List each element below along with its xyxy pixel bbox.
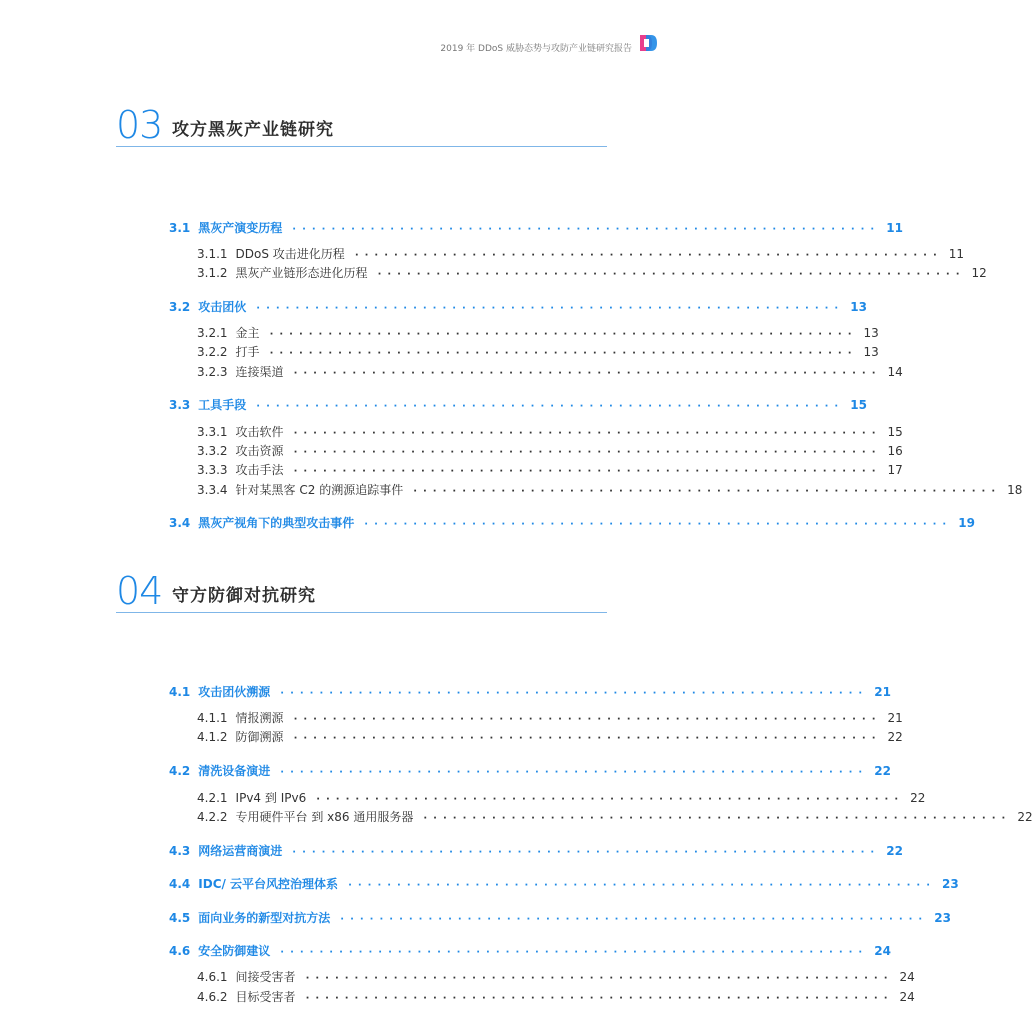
toc-leader-dots: ····························································: [256, 401, 845, 412]
toc-leader-dots: ····························································: [305, 993, 894, 1004]
toc-entry-number: 4.2.2: [197, 810, 228, 824]
toc-page-number: 11: [886, 221, 903, 235]
toc-subentry[interactable]: [197, 988, 915, 1005]
toc-entry-number: 3.2.1: [197, 326, 228, 340]
toc-entry-label: 防御溯源: [235, 730, 284, 744]
toc-entry-label: 打手: [235, 345, 260, 359]
toc-page-number: 16: [887, 444, 903, 458]
toc-entry-number: 3.2.2: [197, 345, 228, 359]
toc-subentry[interactable]: [197, 728, 903, 745]
toc-entry-number: 3.3.3: [197, 463, 228, 477]
toc-page-number: 21: [887, 711, 903, 725]
toc-page-number: 12: [971, 266, 987, 280]
toc-entry-number: 3.1.1: [197, 247, 228, 261]
toc-leader-dots: ····························································: [293, 447, 882, 458]
toc-leader-dots: ····························································: [423, 813, 1012, 824]
toc-page-number: 24: [874, 944, 891, 958]
toc-entry-number: 3.3.2: [197, 444, 228, 458]
toc-page-number: 17: [887, 463, 903, 477]
toc-entry-number: 4.5: [169, 911, 191, 925]
toc-leader-dots: ····························································: [413, 486, 1002, 497]
toc-entry-label: 间接受害者: [235, 970, 296, 984]
toc-entry-number: 4.1.2: [197, 730, 228, 744]
section-number: 04: [116, 569, 163, 613]
toc-entry-label: 黑灰产视角下的典型攻击事件: [198, 516, 355, 530]
toc-page-number: 24: [899, 970, 915, 984]
logo-icon: [638, 33, 658, 53]
toc-subentry[interactable]: [197, 363, 903, 380]
toc-entry-label: 攻击资源: [235, 444, 284, 458]
toc-entry-number: 4.3: [169, 844, 191, 858]
toc-leader-dots: ····························································: [292, 847, 881, 858]
toc-entry-label: 攻击手法: [235, 463, 284, 477]
toc-entry-number: 3.3: [169, 398, 191, 412]
toc-entry-number: 4.1.1: [197, 711, 228, 725]
toc-leader-dots: ····························································: [293, 428, 882, 439]
toc-subentry[interactable]: [197, 709, 903, 726]
toc-page-number: 22: [1017, 810, 1033, 824]
section-heading: [116, 569, 607, 613]
toc-page-number: 23: [934, 911, 951, 925]
toc-leader-dots: ····························································: [280, 767, 869, 778]
toc-entry-label: 攻击团伙: [198, 300, 247, 314]
toc-entry-number: 3.1.2: [197, 266, 228, 280]
toc-entry-label: 专用硬件平台 到 x86 通用服务器: [235, 810, 414, 824]
toc-section-04: [116, 569, 1033, 1004]
toc-leader-dots: ····························································: [280, 688, 869, 699]
toc-entry[interactable]: [169, 396, 867, 413]
toc-entry-label: 金主: [235, 326, 260, 340]
section-number: 03: [116, 103, 163, 147]
toc-entry[interactable]: [169, 875, 959, 892]
toc-entry[interactable]: [169, 942, 891, 959]
toc-leader-dots: ····························································: [340, 914, 929, 925]
toc-entry[interactable]: [169, 842, 903, 859]
toc-leader-dots: ····························································: [364, 519, 953, 530]
toc-page-number: 22: [886, 844, 903, 858]
toc-leader-dots: ····························································: [292, 224, 881, 235]
toc-page-number: 22: [874, 764, 891, 778]
toc-entry-number: 3.2.3: [197, 365, 228, 379]
toc-entry-label: 目标受害者: [235, 990, 296, 1004]
toc-entry-label: 清洗设备演进: [198, 764, 271, 778]
toc-entry-number: 3.1: [169, 221, 191, 235]
toc-entry-label: 面向业务的新型对抗方法: [198, 911, 331, 925]
toc-page-number: 23: [942, 877, 959, 891]
toc-leader-dots: ····························································: [269, 329, 858, 340]
toc-subentry[interactable]: [197, 461, 903, 478]
toc-leader-dots: ····························································: [280, 947, 869, 958]
toc-entry-label: 工具手段: [198, 398, 247, 412]
toc-subentry[interactable]: [197, 808, 1033, 825]
toc-page-number: 11: [948, 247, 965, 261]
toc-entry-label: 黑灰产演变历程: [198, 221, 283, 235]
toc-leader-dots: ····························································: [256, 303, 845, 314]
toc-entry-number: 4.1: [169, 685, 191, 699]
toc-entry-number: 3.3.1: [197, 425, 228, 439]
toc-page-number: 13: [850, 300, 867, 314]
toc-page-number: 21: [874, 685, 891, 699]
toc-subentry[interactable]: [197, 789, 926, 806]
toc-entry-number: 4.2: [169, 764, 191, 778]
toc-entry-label: 黑灰产业链形态进化历程: [235, 266, 368, 280]
toc-page-number: 19: [958, 516, 975, 530]
toc-page-number: 18: [1007, 483, 1023, 497]
toc-entry-number: 3.4: [169, 516, 191, 530]
toc-subentry[interactable]: [197, 481, 1023, 498]
toc-entry[interactable]: [169, 514, 975, 531]
toc-entry-number: 4.6: [169, 944, 191, 958]
toc-subentry[interactable]: [197, 245, 965, 262]
section-heading: [116, 103, 607, 147]
toc-leader-dots: ····························································: [348, 880, 936, 891]
toc-entry-label: 针对某黑客 C2 的溯源追踪事件: [235, 483, 404, 497]
toc-entry-number: 4.2.1: [197, 791, 228, 805]
toc-leader-dots: ····························································: [354, 250, 943, 261]
toc-entry-number: 3.2: [169, 300, 191, 314]
toc-subentry[interactable]: [197, 324, 879, 341]
toc-leader-dots: ····························································: [377, 269, 966, 280]
toc-page-number: 13: [863, 326, 879, 340]
toc-entry-number: 4.6.1: [197, 970, 228, 984]
toc-entry-label: DDoS 攻击进化历程: [235, 247, 345, 261]
toc-page-number: 22: [910, 791, 926, 805]
toc-page-number: 15: [887, 425, 903, 439]
toc-entry-label: 网络运营商演进: [198, 844, 283, 858]
toc-entry[interactable]: [169, 909, 951, 926]
toc-leader-dots: ····························································: [305, 973, 894, 984]
toc-leader-dots: ····························································: [293, 368, 882, 379]
toc-section-03: [116, 103, 1023, 530]
section-title: 攻方黑灰产业链研究: [172, 120, 334, 140]
toc-subentry[interactable]: [197, 968, 915, 985]
toc-subentry[interactable]: [197, 264, 987, 281]
toc-entry-label: IDC/ 云平台风控治理体系: [198, 877, 339, 891]
toc-page-number: 14: [887, 365, 903, 379]
toc-entry-label: 攻击团伙溯源: [198, 685, 271, 699]
toc-entry-label: 攻击软件: [235, 425, 284, 439]
report-header-title: 2019 年 DDoS 威胁态势与攻防产业链研究报告: [440, 44, 632, 54]
toc-leader-dots: ····························································: [293, 733, 882, 744]
toc-subentry[interactable]: [197, 423, 903, 440]
toc-leader-dots: ····························································: [293, 714, 882, 725]
toc-leader-dots: ····························································: [316, 794, 905, 805]
toc-entry-label: 情报溯源: [235, 711, 284, 725]
toc-entry-number: 4.6.2: [197, 990, 228, 1004]
toc-leader-dots: ····························································: [293, 466, 882, 477]
toc-entry-number: 4.4: [169, 877, 191, 891]
toc-entry-label: 安全防御建议: [198, 944, 271, 958]
toc-entry-number: 3.3.4: [197, 483, 228, 497]
section-title: 守方防御对抗研究: [172, 586, 316, 606]
toc-entry[interactable]: [169, 762, 891, 779]
toc-page-number: 22: [887, 730, 903, 744]
toc-entry-label: 连接渠道: [235, 365, 284, 379]
toc-entry[interactable]: [169, 219, 903, 236]
toc-page-number: 24: [899, 990, 915, 1004]
toc-leader-dots: ····························································: [269, 348, 858, 359]
toc-page-number: 13: [863, 345, 879, 359]
toc-page-number: 15: [850, 398, 867, 412]
toc-entry-label: IPv4 到 IPv6: [235, 791, 307, 805]
toc-entry[interactable]: [169, 298, 867, 315]
toc-subentry[interactable]: [197, 343, 879, 360]
toc-entry[interactable]: [169, 683, 891, 700]
toc-subentry[interactable]: [197, 442, 903, 459]
